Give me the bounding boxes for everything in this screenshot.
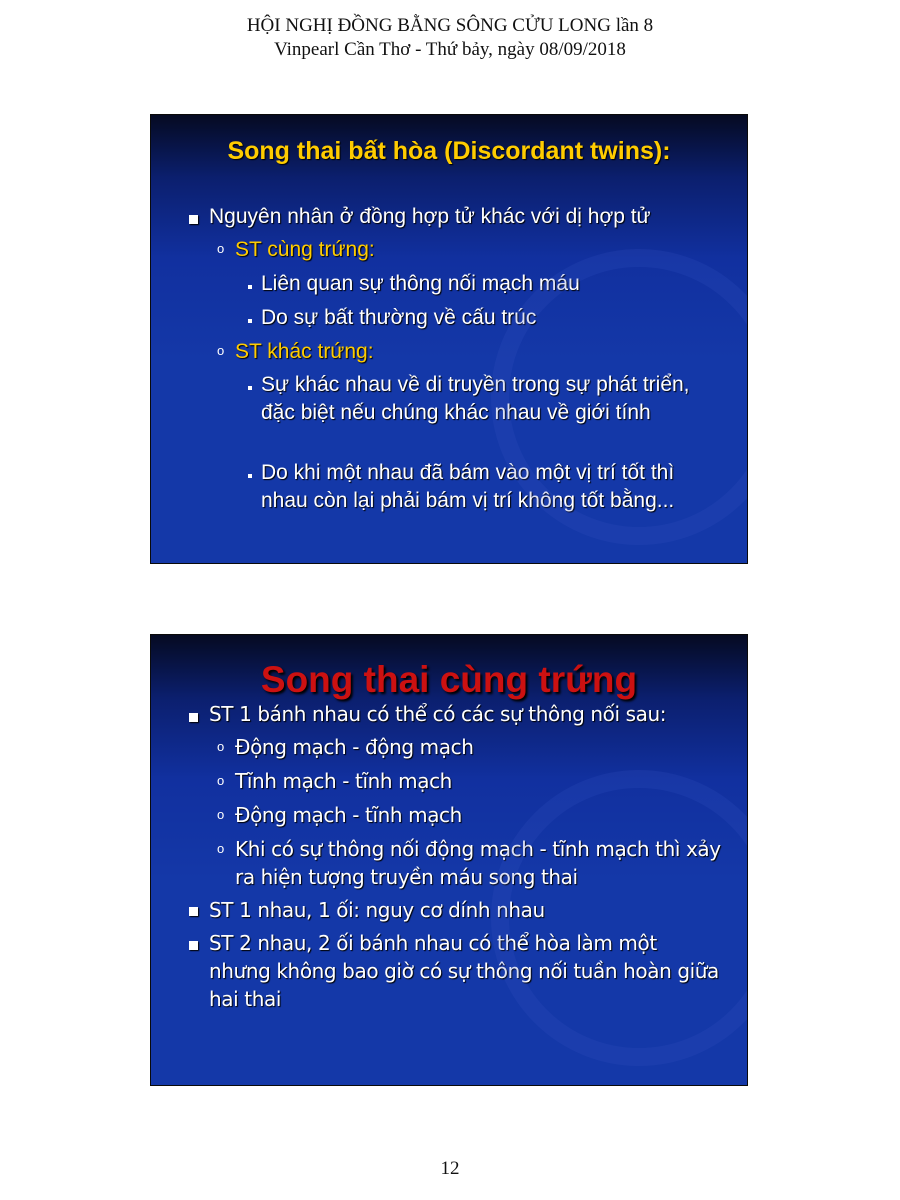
- circle-bullet-icon: o: [217, 773, 225, 788]
- circle-bullet-icon: o: [217, 241, 225, 256]
- slide-discordant-twins: [150, 114, 748, 564]
- sub-sub-bullet-text: Do khi một nhau đã bám vào một vị trí tốt thì nhau còn lại phải bám vị trí không tốt bằng...: [261, 461, 675, 512]
- bullet-text: ST 2 nhau, 2 ối bánh nhau có thể hòa làm một nhưng không bao giờ có sự thông nối tuần hoàn giữa hai thai: [209, 931, 719, 1011]
- slide-title: Song thai bất hòa (Discordant twins):: [227, 137, 671, 165]
- circle-bullet-icon: o: [217, 739, 225, 754]
- bullet-text: ST 1 bánh nhau có thể có các sự thông nối sau:: [209, 702, 667, 726]
- header-line-1: HỘI NGHỊ ĐỒNG BẰNG SÔNG CỬU LONG lần 8: [246, 15, 654, 36]
- small-square-bullet-icon: [248, 319, 252, 323]
- document-header: [0, 14, 900, 62]
- bullet-text: ST 1 nhau, 1 ối: nguy cơ dính nhau: [209, 898, 545, 922]
- bullet-text: Nguyên nhân ở đồng hợp tử khác với dị hợp tử: [209, 205, 651, 228]
- sub-sub-bullet-text: Sự khác nhau về di truyền trong sự phát triển, đặc biệt nếu chúng khác nhau về giới tính: [261, 373, 690, 424]
- sub-bullet-text: ST khác trứng:: [235, 340, 374, 363]
- sub-bullet-text: Khi có sự thông nối động mạch - tĩnh mạch thì xảy ra hiện tượng truyền máu song thai: [235, 837, 721, 889]
- circle-bullet-icon: o: [217, 841, 225, 856]
- square-bullet-icon: [189, 713, 198, 722]
- header-line-2: Vinpearl Cần Thơ - Thứ bảy, ngày 08/09/2018: [274, 39, 626, 60]
- sub-bullet-text: Động mạch - tĩnh mạch: [235, 803, 462, 827]
- square-bullet-icon: [189, 907, 198, 916]
- circle-bullet-icon: o: [217, 343, 225, 358]
- square-bullet-icon: [189, 941, 198, 950]
- small-square-bullet-icon: [248, 474, 252, 478]
- slide-title: Song thai cùng trứng: [260, 659, 638, 700]
- small-square-bullet-icon: [248, 285, 252, 289]
- sub-bullet-text: Tĩnh mạch - tĩnh mạch: [235, 769, 452, 793]
- square-bullet-icon: [189, 215, 198, 224]
- sub-bullet-text: Động mạch - động mạch: [235, 735, 474, 759]
- sub-sub-bullet-text: Liên quan sự thông nối mạch máu: [261, 272, 580, 295]
- sub-sub-bullet-text: Do sự bất thường về cấu trúc: [261, 306, 537, 329]
- page-number: 12: [440, 1158, 460, 1179]
- small-square-bullet-icon: [248, 386, 252, 390]
- circle-bullet-icon: o: [217, 807, 225, 822]
- sub-bullet-text: ST cùng trứng:: [235, 238, 375, 261]
- slide-identical-twins: [150, 634, 748, 1086]
